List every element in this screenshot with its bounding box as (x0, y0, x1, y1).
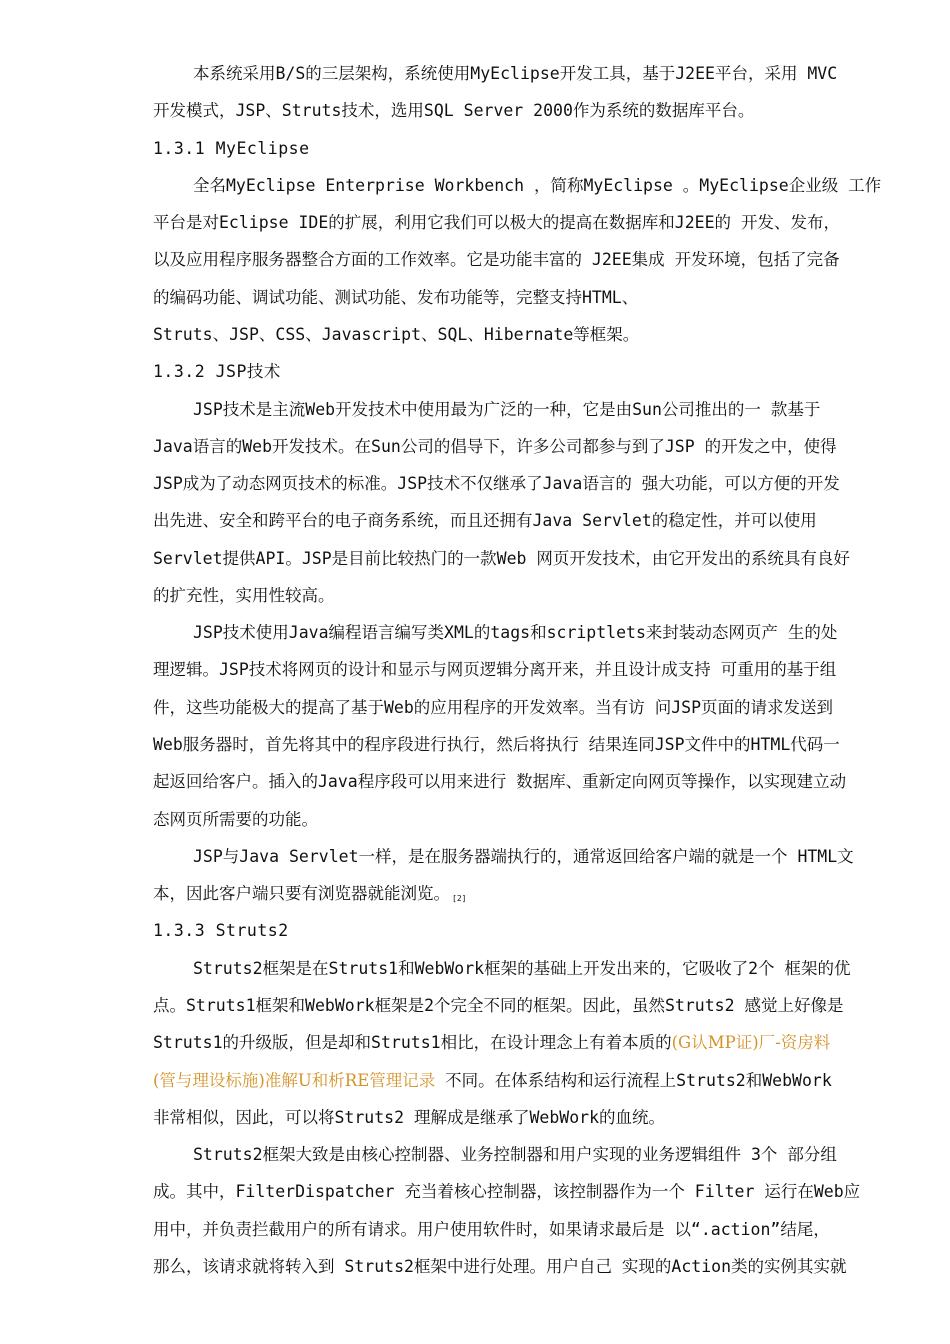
text-line (153, 771, 894, 793)
text-line (193, 399, 894, 421)
inline-link[interactable]: (G认MP证)厂-资房料 (671, 1033, 831, 1053)
line-text: 本系统采用B/S的三层架构，系统使用MyEclipse开发工具，基于J2EE平台，采用 MVC (193, 64, 838, 83)
line-text: 点。Struts1框架和WebWork框架是2个完全不同的框架。因此，虽然Struts2 感觉上好像是 (153, 996, 844, 1015)
text-line (153, 324, 894, 346)
text-line (153, 734, 894, 756)
line-text: Struts2框架是在Struts1和WebWork框架的基础上开发出来的，它吸收了2个 框架的优 (193, 958, 851, 978)
line-text: 非常相似，因此，可以将Struts2 理解成是继承了WebWork的血统。 (153, 1107, 666, 1127)
text-line (153, 510, 894, 532)
text-line (153, 287, 894, 309)
line-text: 1.3.3 Struts2 (153, 921, 289, 941)
text-line (153, 697, 894, 719)
text-line (153, 883, 894, 905)
text-line (153, 1107, 894, 1129)
line-text: 开发模式，JSP、Struts技术，选用SQL Server 2000作为系统的数据库平台。 (153, 101, 755, 121)
line-text: 本，因此客户端只要有浏览器就能浏览。 (153, 884, 450, 904)
line-text: 的编码功能、调试功能、测试功能、发布功能等，完整支持HTML、 (153, 287, 639, 307)
text-line (193, 63, 894, 85)
line-text: JSP技术使用Java编程语言编写类XML的tags和scriptlets来封装动态网页产 生的处 (193, 623, 838, 643)
line-text: JSP与Java Servlet一样，是在服务器端执行的，通常返回给客户端的就是一个 HTML文 (193, 846, 854, 866)
line-text: 1.3.2 JSP技术 (153, 362, 281, 382)
line-text: Struts、JSP、CSS、Javascript、SQL、Hibernate等框架。 (153, 324, 640, 344)
line-text: Servlet提供API。JSP是目前比较热门的一款Web 网页开发技术，由它开发出的系统具有良好 (153, 548, 850, 568)
line-text: 态网页所需要的功能。 (153, 809, 318, 829)
line-text: Struts2框架大致是由核心控制器、业务控制器和用户实现的业务逻辑组件 3个 部分组 (193, 1145, 837, 1165)
line-text: 全名MyEclipse Enterprise Workbench ，简称MyEclipse 。MyEclipse企业级 工作 (193, 175, 882, 195)
line-text: JSP成为了动态网页技术的标准。JSP技术不仅继承了Java语言的 强大功能，可以方便的开发 (153, 474, 840, 494)
text-line (153, 1032, 894, 1054)
text-line (193, 175, 894, 197)
line-text: 件，这些功能极大的提高了基于Web的应用程序的开发效率。当有访 问JSP页面的请求发送到 (153, 697, 834, 717)
text-line (153, 436, 894, 458)
text-line (153, 659, 894, 681)
line-text: 平台是对Eclipse IDE的扩展，利用它我们可以极大的提高在数据库和J2EE的 开发、发布， (153, 213, 840, 233)
text-line (153, 1181, 894, 1203)
text-line (153, 100, 894, 122)
line-text: Java语言的Web开发技术。在Sun公司的倡导下，许多公司都参与到了JSP 的开发之中，使得 (153, 436, 837, 456)
text-line (153, 585, 894, 607)
section-heading (153, 361, 894, 383)
line-text: 理逻辑。JSP技术将网页的设计和显示与网页逻辑分离开来，并且设计成支持 可重用的基于组 (153, 660, 837, 680)
citation-ref: [2] (452, 894, 467, 904)
section-heading (153, 138, 894, 160)
line-text: 成。其中，FilterDispatcher 充当着核心控制器，该控制器作为一个 Filter 运行在Web应 (153, 1182, 861, 1202)
line-text: 1.3.1 MyEclipse (153, 138, 310, 158)
line-text: 那么，该请求就将转入到 Struts2框架中进行处理。用户自己 实现的Action类的实例其实就 (153, 1256, 847, 1276)
line-text: 以及应用程序服务器整合方面的工作效率。它是功能丰富的 J2EE集成 开发环境，包括了完备 (153, 250, 840, 270)
text-line (153, 809, 894, 831)
inline-link[interactable]: (管与理设标施)准解U和析RE管理记录 (153, 1070, 436, 1090)
line-text: 用中，并负责拦截用户的所有请求。用户使用软件时，如果请求最后是 以“.action”结尾， (153, 1219, 830, 1239)
text-line (153, 548, 894, 570)
line-text: 的扩充性，实用性较高。 (153, 585, 335, 605)
text-line (153, 473, 894, 495)
line-text: JSP技术是主流Web开发技术中使用最为广泛的一种，它是由Sun公司推出的一 款基于 (193, 399, 821, 419)
text-line (153, 212, 894, 234)
text-line (193, 958, 894, 980)
text-line (193, 846, 894, 868)
text-line (193, 622, 894, 644)
text-line (153, 995, 894, 1017)
line-text: Web服务器时，首先将其中的程序段进行执行，然后将执行 结果连同JSP文件中的HTML代码一 (153, 735, 840, 755)
text-line (153, 1256, 894, 1278)
line-text: 起返回给客户。插入的Java程序段可以用来进行 数据库、重新定向网页等操作，以实现建立动 (153, 772, 847, 792)
line-text-after-link: 不同。在体系结构和运行流程上Struts2和WebWork (435, 1070, 832, 1090)
line-text: 出先进、安全和跨平台的电子商务系统，而且还拥有Java Servlet的稳定性，并可以使用 (153, 511, 817, 531)
text-line (153, 1070, 894, 1092)
text-line (153, 1219, 894, 1241)
text-line (193, 1144, 894, 1166)
line-text: Struts1的升级版，但是却和Struts1相比，在设计理念上有着本质的 (153, 1033, 672, 1053)
section-heading (153, 920, 894, 942)
text-line (153, 249, 894, 271)
